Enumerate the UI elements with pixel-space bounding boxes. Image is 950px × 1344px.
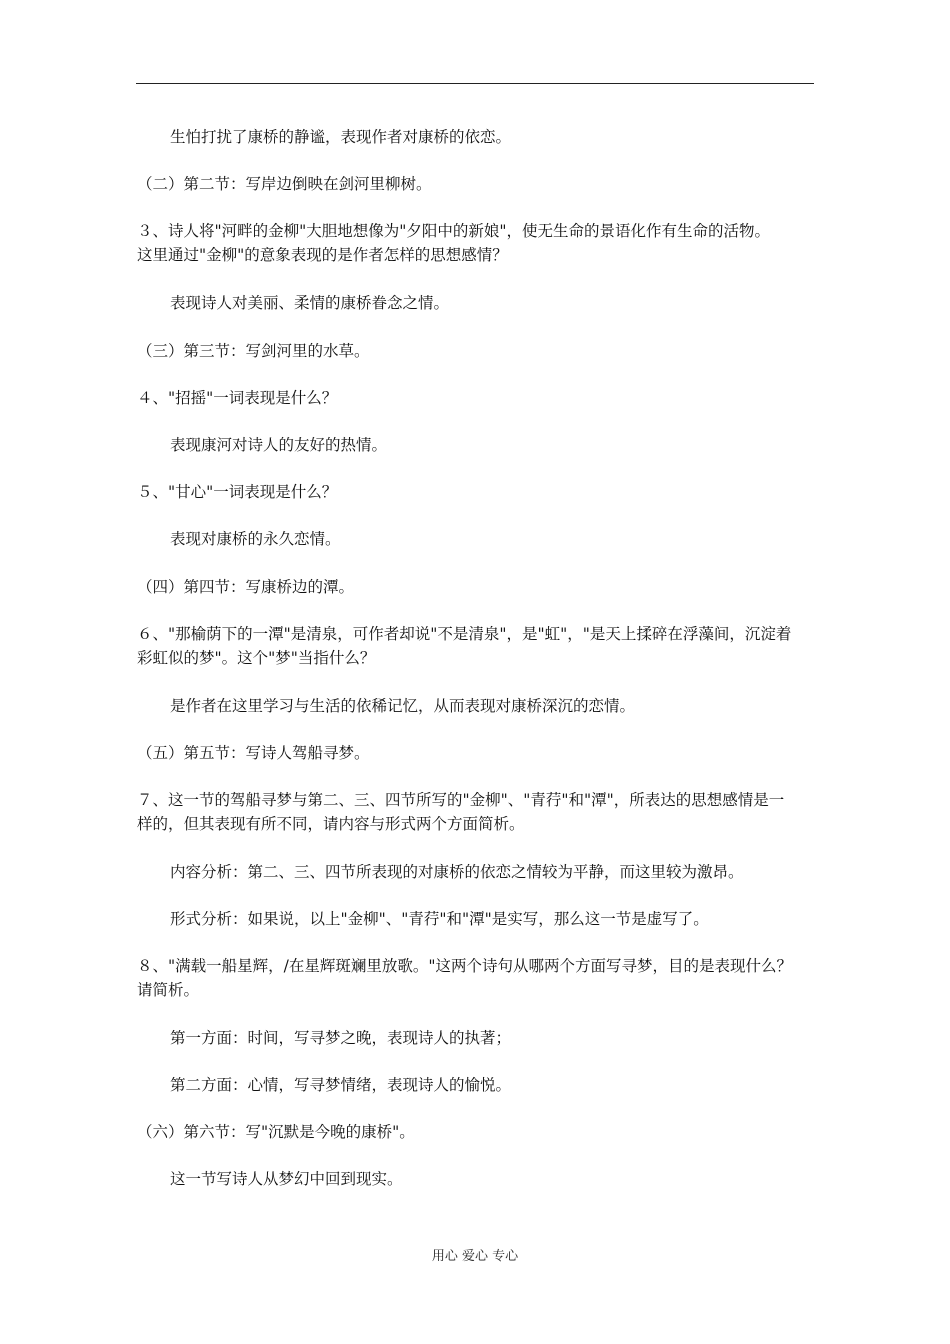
question-text: 彩虹似的梦"。这个"梦"当指什么？	[137, 649, 376, 667]
answer-text: 表现康河对诗人的友好的热情。	[170, 436, 388, 454]
answer-text: 内容分析：第二、三、四节所表现的对康桥的依恋之情较为平静，而这里较为激昂。	[170, 863, 744, 881]
question-text: ７、这一节的驾船寻梦与第二、三、四节所写的"金柳"、"青荇"和"潭"，所表达的思想感情是一	[137, 791, 785, 809]
question-text: ８、"满载一船星辉，/在星辉斑斓里放歌。"这两个诗句从哪两个方面写寻梦，目的是表现什么？	[137, 957, 792, 975]
question-text: ４、"招摇"一词表现是什么？	[137, 389, 338, 407]
question-text: 样的，但其表现有所不同，请内容与形式两个方面简析。	[137, 815, 525, 833]
answer-text: 第一方面：时间，写寻梦之晚，表现诗人的执著；	[170, 1029, 512, 1047]
answer-text: 是作者在这里学习与生活的依稀记忆，从而表现对康桥深沉的恋情。	[170, 697, 636, 715]
question-text: 这里通过"金柳"的意象表现的是作者怎样的思想感情？	[137, 246, 508, 264]
section-heading: （五）第五节：写诗人驾船寻梦。	[137, 744, 370, 762]
question-text: ６、"那榆荫下的一潭"是清泉，可作者却说"不是清泉"，是"虹"，"是天上揉碎在浮藻间，沉淀着	[137, 625, 792, 643]
section-heading: （六）第六节：写"沉默是今晚的康桥"。	[137, 1123, 415, 1141]
section-heading: （四）第四节：写康桥边的潭。	[137, 578, 355, 596]
answer-text: 表现诗人对美丽、柔情的康桥眷念之情。	[170, 294, 450, 312]
question-text: ５、"甘心"一词表现是什么？	[137, 483, 338, 501]
section-heading: （三）第三节：写剑河里的水草。	[137, 342, 370, 360]
answer-text: 这一节写诗人从梦幻中回到现实。	[170, 1170, 403, 1188]
answer-text: 表现对康桥的永久恋情。	[170, 530, 341, 548]
header-rule	[136, 83, 814, 84]
page-footer: 用心 爱心 专心	[431, 1249, 519, 1264]
answer-text: 第二方面：心情，写寻梦情绪，表现诗人的愉悦。	[170, 1076, 512, 1094]
paragraph: 生怕打扰了康桥的静谧，表现作者对康桥的依恋。	[170, 128, 512, 146]
section-heading: （二）第二节：写岸边倒映在剑河里柳树。	[137, 175, 432, 193]
question-text: ３、诗人将"河畔的金柳"大胆地想像为"夕阳中的新娘"，使无生命的景语化作有生命的活物。	[137, 222, 771, 240]
answer-text: 形式分析：如果说，以上"金柳"、"青荇"和"潭"是实写，那么这一节是虚写了。	[170, 910, 709, 928]
question-text: 请简析。	[137, 981, 200, 999]
